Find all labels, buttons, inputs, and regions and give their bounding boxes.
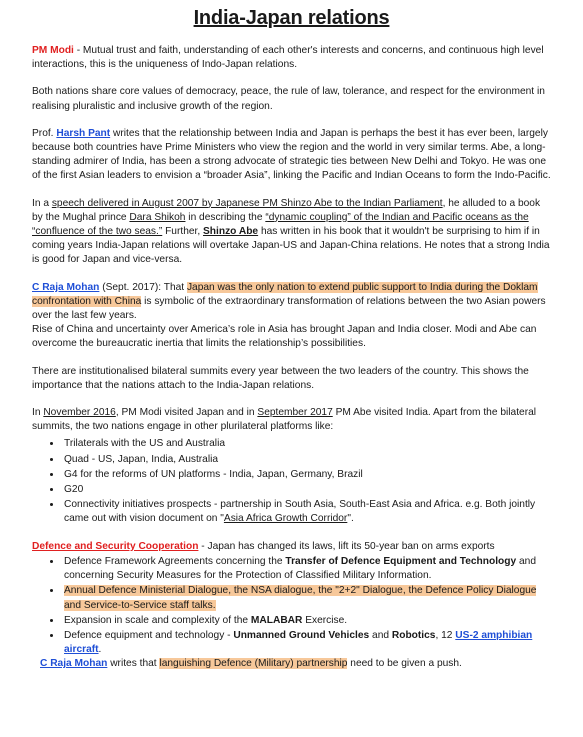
partnership-highlight: languishing Defence (Military) partnership bbox=[159, 658, 348, 670]
us2-aircraft-link[interactable]: US-2 amphibian aircraft bbox=[64, 629, 533, 656]
defence-heading: Defence and Security Cooperation bbox=[32, 540, 199, 552]
aagc-link[interactable]: Asia Africa Growth Corridor bbox=[223, 513, 348, 525]
list-item: • G20 bbox=[62, 482, 551, 497]
paragraph-defence-push: C Raja Mohan writes that languishing Defence (Military) partnership need to be given a push. bbox=[40, 658, 462, 670]
list-item: • Quad - US, Japan, India, Australia bbox=[62, 452, 551, 467]
doklam-highlight: Japan was the only nation to extend public support to India during the Doklam confrontation with China bbox=[32, 281, 538, 307]
dialogue-highlight: Annual Defence Ministerial Dialogue, the NSA dialogue, the "2+2" Dialogue, the Defence Policy Dialogue and Service-to-Service staff talks. bbox=[64, 585, 537, 611]
paragraph-modi: PM Modi - Mutual trust and faith, understanding of each other's interests and concerns, and continuous high level interactions, this is the uniqueness of Indo-Japan relations. bbox=[32, 45, 544, 71]
raja-mohan-link[interactable]: C Raja Mohan bbox=[32, 281, 100, 293]
list-item bbox=[62, 583, 551, 612]
defence-list bbox=[32, 554, 551, 657]
paragraph-visits: In November 2016, PM Modi visited Japan and in September 2017 PM Abe visited India. Apart from the bilateral summits, the two nations engage in other plurilateral platforms like: bbox=[32, 407, 537, 433]
paragraph-raja-mohan: C Raja Mohan (Sept. 2017): That Japan was the only nation to extend public support to India during the Doklam confrontation with China is symbolic of the extraordinary transformation of relations between the two Asian powers over the last few years. bbox=[32, 281, 546, 322]
raja-mohan-link-2[interactable]: C Raja Mohan bbox=[40, 658, 108, 670]
list-item: • Connectivity initiatives prospects - partnership in South Asia, South-East Asia and Africa. e.g. Both jointly came out with vision document on "Asia Africa Growth Corridor". bbox=[62, 497, 551, 526]
list-item: • Defence equipment and technology - Unmanned Ground Vehicles and Robotics, 12 US-2 amphibian aircraft. bbox=[62, 628, 551, 657]
paragraph-core-values: Both nations share core values of democracy, peace, the rule of law, tolerance, and respect for the environment in realising pluralistic and inclusive growth of the region. bbox=[32, 86, 545, 112]
paragraph-rise-of-china: Rise of China and uncertainty over America’s role in Asia has brought Japan and India closer. Modi and Abe can overcome the bureaucratic inertia that limits the relationship’s possibilities. bbox=[32, 324, 537, 350]
list-item: • Defence Framework Agreements concerning the Transfer of Defence Equipment and Technology and concerning Security Measures for the Protection of Classified Military Information. bbox=[62, 554, 551, 583]
list-item: • G4 for the reforms of UN platforms - India, Japan, Germany, Brazil bbox=[62, 467, 551, 482]
paragraph-harsh-pant: Prof. Harsh Pant writes that the relationship between India and Japan is perhaps the best it has ever been, largely because both countries have Prime Ministers who view the region and the world in very similar terms. Abe, a long-standing admirer of India, has been a strong advocate of strategic ties between New Delhi and Tokyo. He was one of the first Asian leaders to envision a “broader Asia”, linking the Pacific and Indian Oceans to form the Indo-Pacific. bbox=[32, 127, 551, 182]
pm-modi-label: PM Modi bbox=[32, 45, 74, 56]
paragraph-summits: There are institutionalised bilateral summits every year between the two leaders of the country. This shows the importance that the nations attach to the India-Japan relations. bbox=[32, 365, 529, 391]
list-item: • Expansion in scale and complexity of the MALABAR Exercise. bbox=[62, 613, 551, 628]
paragraph-speech: In a speech delivered in August 2007 by Japanese PM Shinzo Abe to the Indian Parliament, he alluded to a book by the Mughal prince Dara Shikoh in describing the “dynamic coupling” of the Indian and Pacific oceans as the “confluence of the two seas.” Further, Shinzo Abe has written in his book that it wouldn't be surprising to him if in coming years India-Japan relations will overtake Japan-US and Japan-China relations. He notes that a strong India is good for Japan and vice-versa. bbox=[32, 197, 550, 266]
page-title: India-Japan relations bbox=[193, 7, 390, 29]
platforms-list bbox=[32, 436, 551, 526]
list-item: • Trilaterals with the US and Australia bbox=[62, 436, 551, 451]
harsh-pant-link[interactable]: Harsh Pant bbox=[56, 127, 111, 139]
paragraph-defence: Defence and Security Cooperation - Japan has changed its laws, lift its 50-year ban on arms exports bbox=[32, 540, 495, 552]
